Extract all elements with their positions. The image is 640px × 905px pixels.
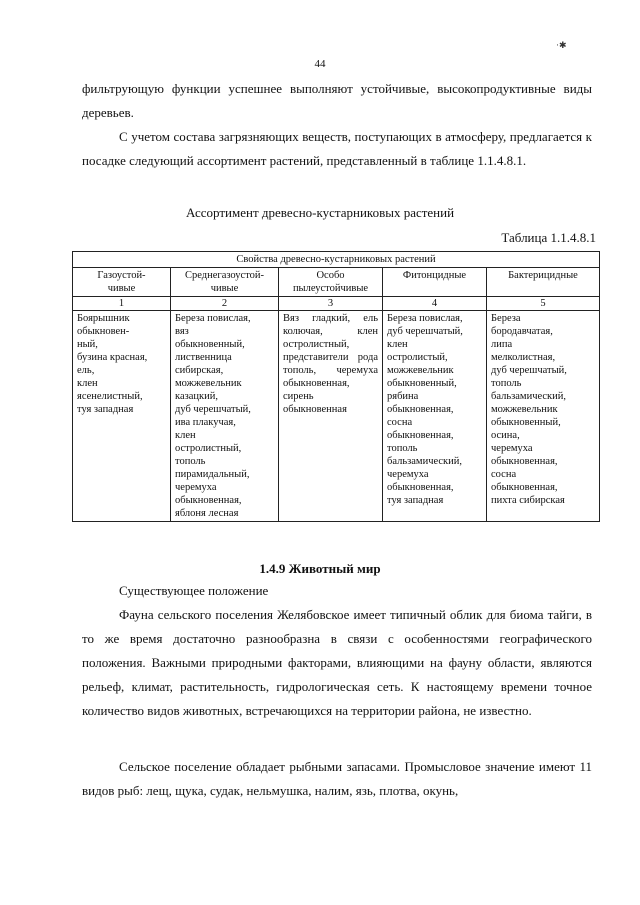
col-header-bactericidal: Бактерицидные: [487, 268, 600, 297]
col-header-dust-resistant: Особо пылеустойчивые: [279, 268, 383, 297]
table-caption: Ассортимент древесно-кустарниковых растений: [185, 205, 455, 220]
cell-phytoncidal: Береза повислая, дуб черешчатый, клен остролистый, можжевельник обыкновенный, рябина обыкновенная, сосна обыкновенная, тополь бальзамический, черемуха обыкновенная, туя западная: [383, 311, 487, 522]
subheading: Существующее положение: [119, 583, 269, 598]
paragraph-fish: Сельское поселение обладает рыбными запасами. Промысловое значение имеют 11 видов рыб: лещ, щука, судак, нельмушка, налим, язь, плотва, окунь,: [82, 759, 592, 798]
section-heading: 1.4.9 Животный мир: [259, 561, 381, 576]
col-header-medium-gas-resistant: Среднегазоустой- чивые: [171, 268, 279, 297]
table-group-header: Свойства древесно-кустарниковых растений: [73, 252, 600, 268]
col-number-1: 1: [73, 297, 171, 311]
col-header-phytoncidal: Фитонцидные: [383, 268, 487, 297]
paragraph-fauna: Фауна сельского поселения Желябовское имеет типичный облик для биома тайги, в то же время достаточно разнообразна в связи с особенностями географического положения. Важными природными факторами, влияющими на фауну области, являются рельеф, климат, растительность, гидрологическая сеть. К настоящему времени точное количество видов животных, встречающихся на территории района, не известно.: [82, 607, 592, 718]
col-number-4: 4: [383, 297, 487, 311]
cell-medium-gas-resistant: Береза повислая, вяз обыкновенный, лиственница сибирская, можжевельник казацкий, дуб черешчатый, ива плакучая, клен остролистный, тополь пирамидальный, черемуха обыкновенная, яблоня лесная: [171, 311, 279, 522]
col-number-3: 3: [279, 297, 383, 311]
corner-mark: ·✱: [556, 40, 567, 50]
col-header-gas-resistant: Газоустой- чивые: [73, 268, 171, 297]
plants-table: [72, 251, 600, 522]
col-number-5: 5: [487, 297, 600, 311]
col-number-2: 2: [171, 297, 279, 311]
paragraph-assortment: С учетом состава загрязняющих веществ, поступающих в атмосферу, предлагается к посадке следующий ассортимент растений, представленный в таблице 1.1.4.8.1.: [82, 129, 592, 168]
cell-bactericidal: Береза бородавчатая, липа мелколистная, дуб черешчатый, тополь бальзамический, можжевельник обыкновенный, осина, черемуха обыкновенная, сосна обыкновенная, пихта сибирская: [487, 311, 600, 522]
cell-gas-resistant: Боярышник обыкновен- ный, бузина красная, ель, клен ясенелистный, туя западная: [73, 311, 171, 522]
page-number: 44: [314, 58, 326, 70]
cell-dust-resistant: Вяз гладкий, ель колючая, клен остролистный, представители рода тополь, черемуха обыкновенная, сирень обыкновенная: [279, 311, 383, 522]
paragraph-intro: фильтрующую функции успешнее выполняют устойчивые, высокопродуктивные виды деревьев.: [82, 81, 592, 120]
table-label: Таблица 1.1.4.8.1: [501, 230, 596, 245]
